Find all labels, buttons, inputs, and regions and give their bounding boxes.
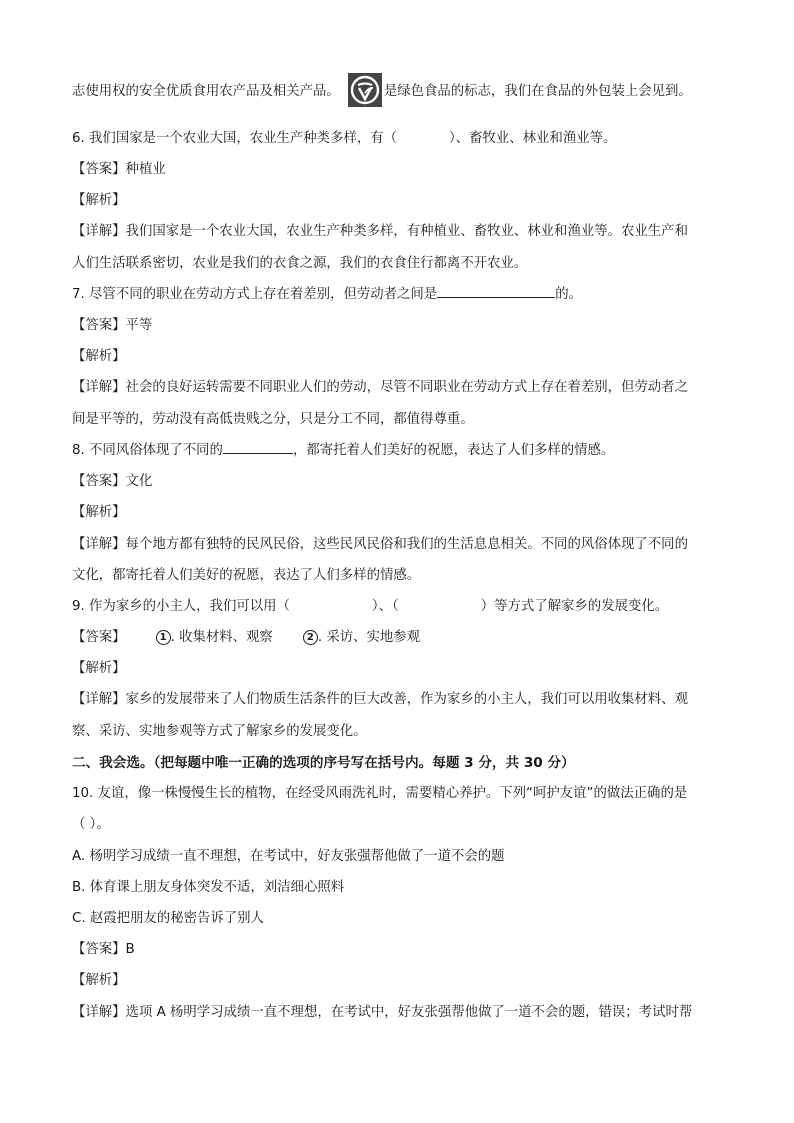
question-text: 8. 不同风俗体现了不同的 (72, 443, 223, 458)
question-text: 的。 (555, 287, 582, 302)
green-food-logo-icon (348, 73, 382, 107)
analysis-8: 【解析】 (72, 505, 126, 520)
question-7 (72, 285, 582, 305)
analysis-10: 【解析】 (72, 973, 126, 988)
answer-text: . 采访、实地参观 (317, 630, 421, 645)
question-text: ）、畜牧业、林业和渔业等。 (449, 131, 617, 146)
detail-9-line-1: 【详解】家乡的发展带来了人们物质生活条件的巨大改善，作为家乡的小主人，我们可以用收集材料、观 (72, 692, 688, 707)
question-6 (72, 129, 616, 149)
answer-blank (437, 285, 555, 298)
answer-6: 【答案】种植业 (72, 162, 166, 177)
detail-7-line-2: 间是平等的，劳动没有高低贵贱之分，只是分工不同，都值得尊重。 (72, 412, 474, 427)
analysis-9: 【解析】 (72, 661, 126, 676)
answer-8: 【答案】文化 (72, 474, 153, 489)
answer-label: 【答案】 (72, 630, 126, 645)
detail-9-line-2: 察、采访、实地参观等方式了解家乡的发展变化。 (72, 724, 367, 739)
analysis-7: 【解析】 (72, 349, 126, 364)
answer-7: 【答案】平等 (72, 318, 153, 333)
answer-blank (223, 441, 293, 454)
question-9 (72, 597, 668, 617)
option-a: A. 杨明学习成绩一直不理想，在考试中，好友张强帮他做了一道不会的题 (72, 849, 505, 864)
answer-9 (72, 628, 420, 648)
answer-10: 【答案】B (72, 942, 135, 957)
text-line (72, 82, 692, 102)
text-segment: 是绿色食品的标志，我们在食品的外包装上会见到。 (383, 84, 692, 99)
question-text: 9. 作为家乡的小主人，我们可以用（ (72, 599, 290, 614)
detail-6-line-2: 人们生活联系密切，农业是我们的衣食之源，我们的衣食住行都离不开农业。 (72, 256, 528, 271)
detail-8-line-2: 文化，都寄托着人们美好的祝愿，表达了人们多样的情感。 (72, 568, 421, 583)
question-10-line-1: 10. 友谊，像一株慢慢生长的植物，在经受风雨洗礼时，需要精心养护。下列“呵护友谊”的做法正确的是 (72, 786, 688, 801)
option-c: C. 赵霞把朋友的秘密告诉了别人 (72, 911, 264, 926)
circled-number-1: 1 (156, 630, 171, 645)
detail-6-line-1: 【详解】我们国家是一个农业大国，农业生产种类多样，有种植业、畜牧业、林业和渔业等。农业生产和 (72, 224, 688, 239)
question-text: ）等方式了解家乡的发展变化。 (480, 599, 669, 614)
section-heading: 二、我会选。（把每题中唯一正确的选项的序号写在括号内。每题 3 分，共 30 分） (72, 755, 575, 771)
question-text: ）、（ (371, 599, 399, 614)
detail-10-line-1: 【详解】选项 A 杨明学习成绩一直不理想，在考试中，好友张强帮他做了一道不会的题，错误；考试时帮 (72, 1005, 693, 1020)
option-b: B. 体育课上朋友身体突发不适，刘洁细心照料 (72, 880, 345, 895)
question-text: 7. 尽管不同的职业在劳动方式上存在着差别，但劳动者之间是 (72, 287, 438, 302)
answer-text: . 收集材料、观察 (170, 630, 273, 645)
detail-7-line-1: 【详解】社会的良好运转需要不同职业人们的劳动，尽管不同职业在劳动方式上存在着差别，但劳动者之 (72, 380, 688, 395)
circled-number-2: 2 (303, 630, 318, 645)
question-text: 6. 我们国家是一个农业大国，农业生产种类多样，有（ (72, 131, 398, 146)
question-10-line-2: （ ）。 (72, 817, 110, 832)
analysis-6: 【解析】 (72, 193, 126, 208)
question-8 (72, 441, 614, 461)
detail-8-line-1: 【详解】每个地方都有独特的民风民俗，这些民风民俗和我们的生活息息相关。不同的风俗体现了不同的 (72, 537, 688, 552)
text-segment: 志使用权的安全优质食用农产品及相关产品。 (72, 84, 340, 99)
question-text: ，都寄托着人们美好的祝愿，表达了人们多样的情感。 (292, 443, 615, 458)
